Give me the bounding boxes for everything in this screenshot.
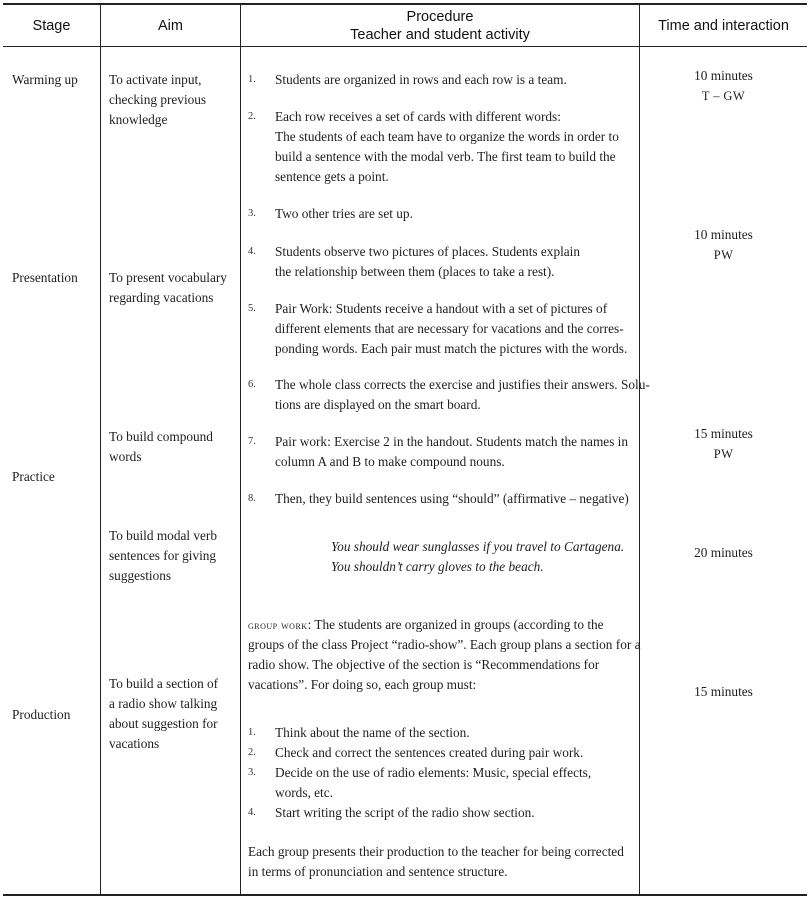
group-step-number: 1.: [248, 727, 256, 738]
step-number: 3.: [248, 208, 256, 219]
aim-practice-compound: To build compound words: [109, 429, 213, 464]
group-step-1: Think about the name of the section.: [275, 725, 470, 740]
aim-production: To build a section of a radio show talking about suggestion for vacations: [109, 676, 219, 751]
interaction-label: T – GW: [701, 89, 746, 103]
step-number: 8.: [248, 493, 256, 504]
column-divider-2: [240, 3, 241, 895]
step-2: Each row receives a set of cards with different words: The students of each team have to organize the words in order to build a sentence with the modal verb. The first team to build the sentence gets a point.: [275, 109, 619, 184]
header-aim: Aim: [158, 18, 183, 34]
group-work-label: group work: [248, 618, 308, 632]
aim-practice-modal: To build modal verb sentences for giving suggestions: [109, 528, 218, 583]
time-block-5: 15 minutes: [694, 684, 753, 699]
aim-warming-up: To activate input, checking previous knowledge: [109, 72, 207, 127]
bottom-rule: [3, 894, 807, 896]
step-number: 1.: [248, 74, 256, 85]
closing-paragraph: Each group presents their production to the teacher for being corrected in terms of pronunciation and sentence structure.: [248, 844, 624, 879]
group-step-number: 2.: [248, 747, 256, 758]
time-block-4: 20 minutes: [694, 545, 753, 560]
stage-presentation: Presentation: [12, 270, 78, 285]
interaction-label: PW: [713, 447, 734, 461]
group-step-4: Start writing the script of the radio show section.: [275, 805, 535, 820]
step-4: Students observe two pictures of places. Students explain the relationship between them (places to take a rest).: [275, 244, 581, 279]
stage-production: Production: [12, 707, 71, 722]
group-work-intro: group work: The students are organized in groups (according to the groups of the class Project “radio-show”. Each group plans a section for a radio show. The objective of the section is “Recommendations for vacations”. For doing so, each group must:: [248, 617, 641, 692]
group-step-number: 4.: [248, 807, 256, 818]
time-block-3: 15 minutes PW: [640, 424, 807, 464]
interaction-label: PW: [713, 248, 734, 262]
step-1: Students are organized in rows and each row is a team.: [275, 72, 567, 87]
header-rule: [3, 46, 807, 47]
time-block-2: 10 minutes PW: [640, 225, 807, 265]
time-block-1: 10 minutes T – GW: [640, 66, 807, 106]
header-procedure: Procedure: [406, 9, 474, 25]
step-number: 6.: [248, 379, 256, 390]
stage-practice: Practice: [12, 469, 55, 484]
header-time: Time and interaction: [658, 18, 789, 34]
step-3: Two other tries are set up.: [275, 206, 413, 221]
group-step-3: Decide on the use of radio elements: Music, special effects, words, etc.: [275, 765, 592, 800]
group-step-number: 3.: [248, 767, 256, 778]
step-number: 7.: [248, 436, 256, 447]
step-5: Pair Work: Students receive a handout with a set of pictures of different elements that are necessary for vacations and the corres- ponding words. Each pair must match the pictures with the words.: [275, 301, 628, 356]
top-rule: [3, 3, 807, 5]
stage-warming-up: Warming up: [12, 72, 78, 87]
group-step-2: Check and correct the sentences created during pair work.: [275, 745, 584, 760]
example-sentences: You should wear sunglasses if you travel to Cartagena. You shouldn’t carry gloves to the beach.: [331, 539, 625, 574]
header-stage: Stage: [32, 18, 71, 34]
step-number: 5.: [248, 303, 256, 314]
column-divider-1: [100, 3, 101, 895]
step-7: Pair work: Exercise 2 in the handout. Students match the names in column A and B to make compound nouns.: [275, 434, 629, 469]
aim-presentation: To present vocabulary regarding vacations: [109, 270, 227, 305]
step-number: 4.: [248, 246, 256, 257]
step-8: Then, they build sentences using “should” (affirmative – negative): [275, 491, 629, 506]
step-number: 2.: [248, 111, 256, 122]
step-6: The whole class corrects the exercise and justifies their answers. Solu- tions are displayed on the smart board.: [275, 377, 650, 412]
header-procedure-sub: Teacher and student activity: [350, 27, 530, 43]
